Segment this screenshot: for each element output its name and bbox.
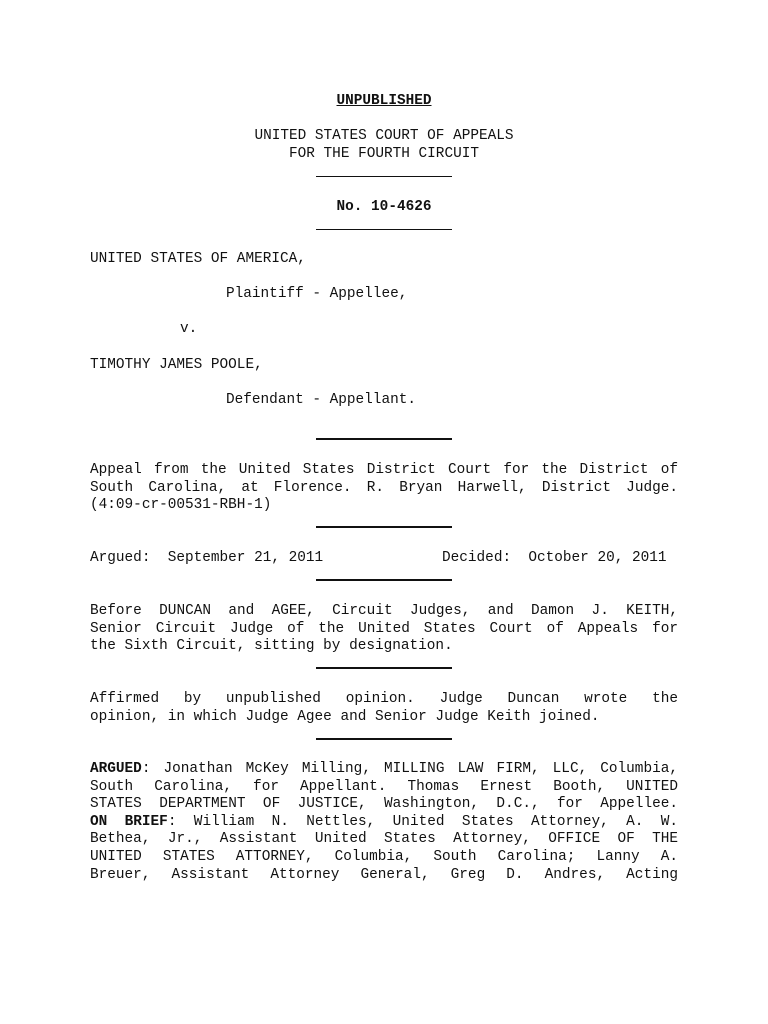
disposition-line: opinion, in which Judge Agee and Senior Judge Keith joined. <box>90 708 600 725</box>
panel-line: the Sixth Circuit, sitting by designation. <box>90 638 453 655</box>
disposition-paragraph <box>90 691 678 726</box>
plaintiff-name: UNITED STATES OF AMERICA, <box>90 251 306 267</box>
argued-label: ARGUED <box>90 761 142 777</box>
case-number: No. 10-4626 <box>336 199 432 215</box>
panel-paragraph <box>90 603 678 656</box>
panel-line: Before DUNCAN and AGEE, Circuit Judges, and Damon J. KEITH, <box>90 603 678 619</box>
counsel-text: : Jonathan McKey Milling, MILLING LAW FIRM, LLC, Columbia, <box>141 761 678 777</box>
counsel-line: UNITED STATES ATTORNEY, Columbia, South Carolina; Lanny A. <box>90 848 678 865</box>
versus: v. <box>180 321 198 337</box>
counsel-text: : William N. Nettles, United States Attorney, A. W. <box>167 813 678 830</box>
divider <box>316 229 452 230</box>
on-brief-label: ON BRIEF <box>90 813 168 830</box>
disposition-line: Affirmed by unpublished opinion. Judge Duncan wrote the <box>90 691 678 707</box>
divider <box>316 176 452 177</box>
counsel-line: South Carolina, for Appellant. Thomas Ernest Booth, UNITED <box>90 778 678 795</box>
counsel-line: Breuer, Assistant Attorney General, Greg D. Andres, Acting <box>90 866 678 883</box>
appeal-paragraph <box>90 462 678 515</box>
counsel-line: Bethea, Jr., Assistant United States Attorney, OFFICE OF THE <box>90 831 678 848</box>
court-name-line1: UNITED STATES COURT OF APPEALS <box>254 128 514 144</box>
divider <box>316 579 452 581</box>
appeal-line: South Carolina, at Florence. R. Bryan Harwell, District Judge. <box>90 479 678 496</box>
plaintiff-role: Plaintiff - Appellee, <box>226 286 408 302</box>
defendant-name: TIMOTHY JAMES POOLE, <box>90 357 263 373</box>
defendant-role: Defendant - Appellant. <box>226 392 416 408</box>
court-name-line2: FOR THE FOURTH CIRCUIT <box>289 146 479 162</box>
divider <box>316 526 452 528</box>
counsel-line <box>90 761 678 779</box>
counsel-paragraph <box>90 761 678 884</box>
argued-date: Argued: September 21, 2011 <box>90 550 324 566</box>
counsel-line <box>90 814 678 832</box>
counsel-line: STATES DEPARTMENT OF JUSTICE, Washington, D.C., for Appellee. <box>90 796 678 813</box>
divider <box>316 438 452 440</box>
divider <box>316 738 452 740</box>
publication-status: UNPUBLISHED <box>336 93 432 109</box>
divider <box>316 667 452 669</box>
appeal-line: Appeal from the United States District Court for the District of <box>90 462 678 478</box>
decided-date: Decided: October 20, 2011 <box>442 550 667 566</box>
panel-line: Senior Circuit Judge of the United States Court of Appeals for <box>90 620 678 637</box>
appeal-line: (4:09-cr-00531-RBH-1) <box>90 497 272 514</box>
